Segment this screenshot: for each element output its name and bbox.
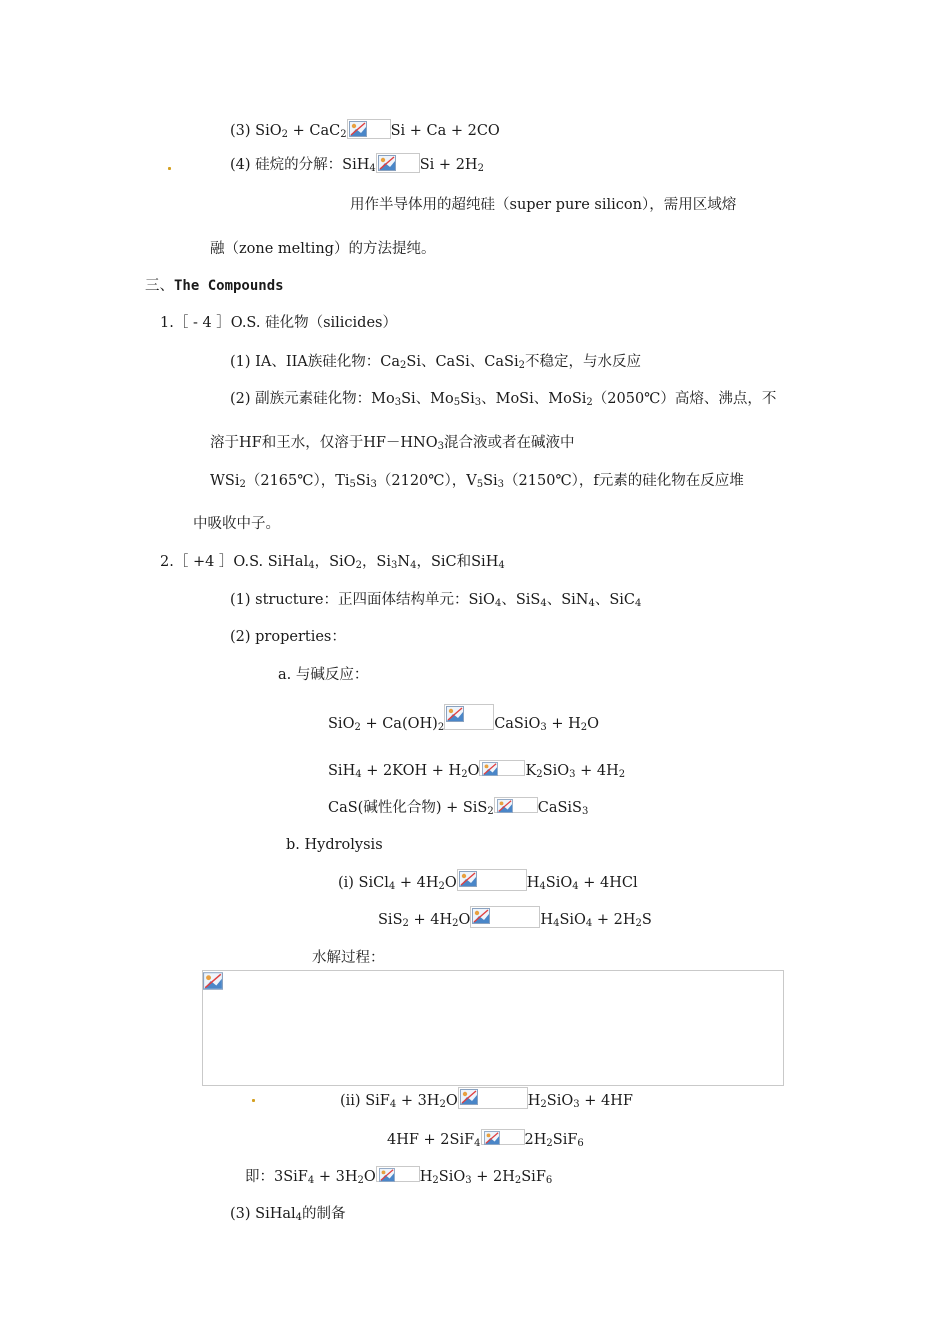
item-heading: 1.［ - 4 ］O.S. 硅化物（silicides） bbox=[160, 315, 397, 331]
item-heading: 2.［ +4 ］O.S. SiHal$_4$，SiO$_2$，$Si_3N_4$，SiC和SiH$_4$ bbox=[160, 554, 505, 571]
arrow-image bbox=[458, 1087, 528, 1109]
broken-image-icon bbox=[460, 1089, 478, 1105]
paragraph-line: 中吸收中子。 bbox=[193, 516, 280, 532]
arrow-image bbox=[457, 869, 527, 891]
equation-b3: (ii) $SiF_4 + 3H_2O$ $H_2SiO_3 + 4HF$ bbox=[340, 1087, 633, 1111]
broken-image-icon bbox=[459, 871, 477, 887]
equation-4: (4) 硅烷的分解：SiH$_4$ $Si + 2H_2$ bbox=[230, 153, 484, 175]
broken-image-icon bbox=[496, 799, 514, 813]
broken-image-icon bbox=[446, 706, 464, 722]
subitem-label: b. Hydrolysis bbox=[286, 837, 383, 853]
arrow-image bbox=[494, 797, 538, 813]
arrow-image bbox=[479, 760, 525, 776]
marker-dot bbox=[168, 167, 171, 170]
subitem: (3) SiHal$_4$的制备 bbox=[230, 1206, 346, 1223]
paragraph-line: 用作半导体用的超纯硅（super pure silicon），需用区域熔 bbox=[350, 197, 737, 213]
arrow-image bbox=[481, 1129, 525, 1145]
broken-image-icon bbox=[483, 1131, 501, 1145]
subitem: (1) structure：正四面体结构单元：SiO$_4$、SiS$_4$、SiN$_4$、SiC$_4$ bbox=[230, 592, 642, 609]
paragraph-line: 融（zone melting）的方法提纯。 bbox=[210, 241, 436, 257]
subitem-label: a. 与碱反应： bbox=[278, 667, 369, 683]
broken-image-icon bbox=[481, 762, 499, 776]
equation-b2: $SiS_2 + 4H_2O$ $H_4SiO_4 + 2H_2S$ bbox=[378, 906, 652, 930]
subitem: (2) properties： bbox=[230, 629, 346, 645]
subitem: (2) 副族元素硅化物：$Mo_3Si$、$Mo_5Si_3$、MoSi、MoSi$_2$（2050℃）高熔、沸点，不 bbox=[230, 391, 777, 408]
paragraph-line: 溶于HF和王水，仅溶于$HF-HNO_3$混合液或者在碱液中 bbox=[210, 435, 575, 452]
arrow-image bbox=[444, 704, 494, 730]
hydrolysis-label: 水解过程： bbox=[312, 950, 385, 966]
arrow-image bbox=[470, 906, 540, 928]
equation-b1: (i) SiCl$_4$ + $4H_2O$ $H_4SiO_4 + 4HCl$ bbox=[338, 869, 638, 893]
broken-image-icon bbox=[203, 971, 223, 991]
equation-a2: $SiH_4 + 2KOH + H_2O$ $K_2SiO_3 + 4H_2$ bbox=[328, 760, 625, 781]
equation-a1: $SiO_2 + Ca(OH)_2$ CaSiO$_3$ + $H_2O$ bbox=[328, 704, 599, 737]
broken-image-icon bbox=[349, 121, 367, 137]
subitem: (1) IA、IIA族硅化物：$Ca_2Si$、CaSi、CaSi$_2$不稳定，与水反应 bbox=[230, 354, 641, 371]
arrow-image bbox=[376, 153, 420, 173]
marker-dot bbox=[252, 1099, 255, 1102]
equation-a3: CaS(碱性化合物) + SiS$_2$ CaSiS$_3$ bbox=[328, 797, 588, 818]
equation-3: (3) SiO$_2$ + CaC$_2$ Si + Ca + 2CO bbox=[230, 119, 500, 141]
equation-b5: 即：$3SiF_4 + 3H_2O$ $H_2SiO_3 + 2H_2SiF_6$ bbox=[245, 1166, 552, 1187]
equation-b4: 4HF + 2SiF$_4$ $2H_2SiF_6$ bbox=[387, 1129, 584, 1150]
broken-image-icon bbox=[378, 155, 396, 171]
arrow-image bbox=[347, 119, 391, 139]
hydrolysis-process-image bbox=[202, 970, 784, 1086]
broken-image-icon bbox=[378, 1168, 396, 1182]
arrow-image bbox=[376, 1166, 420, 1182]
paragraph-line: WSi$_2$（2165℃），$Ti_5Si_3(2120℃)$，$V_5Si_3(2150℃)$，f元素的硅化物在反应堆 bbox=[210, 473, 744, 490]
broken-image-icon bbox=[472, 908, 490, 924]
section-heading: 三、The Compounds bbox=[145, 278, 284, 294]
